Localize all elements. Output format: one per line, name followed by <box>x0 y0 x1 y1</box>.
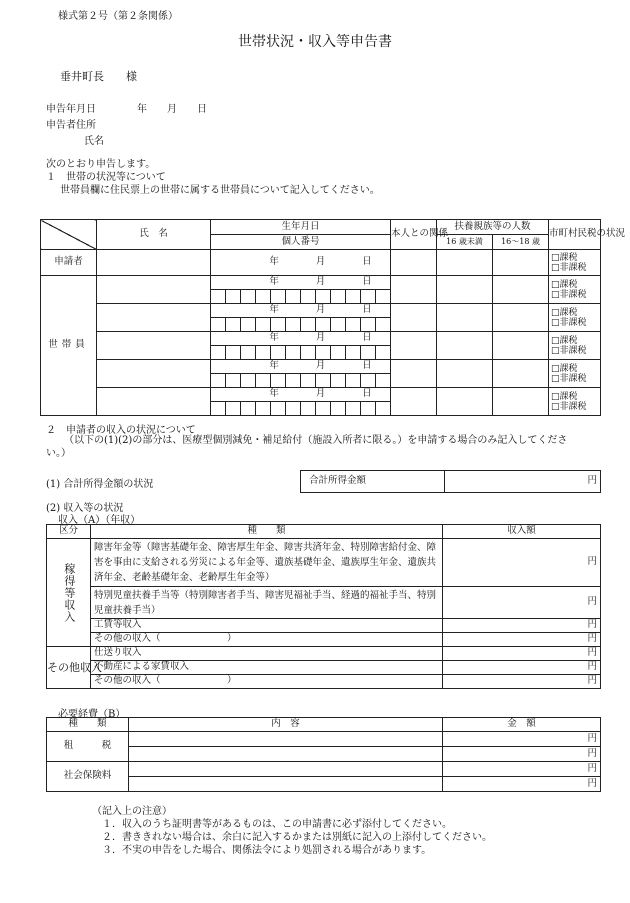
personal-no-digit[interactable] <box>256 402 271 416</box>
member-relation-cell[interactable] <box>391 304 437 332</box>
member-under16-cell[interactable] <box>437 332 493 360</box>
personal-no-digit[interactable] <box>331 318 346 332</box>
personal-no-digit[interactable] <box>361 402 376 416</box>
income-row-other2: その他の収入（ ） <box>91 675 443 689</box>
applicant-dob-cell[interactable] <box>211 250 391 276</box>
personal-no-digit[interactable] <box>376 374 391 388</box>
personal-no-digit[interactable] <box>271 346 286 360</box>
member-16to18-cell[interactable] <box>493 360 549 388</box>
member-relation-cell[interactable] <box>391 360 437 388</box>
income-row-wages: 工賃等収入 <box>91 619 443 633</box>
personal-no-digit[interactable] <box>211 402 226 416</box>
personal-no-digit[interactable] <box>301 290 316 304</box>
personal-no-digit[interactable] <box>301 318 316 332</box>
date-field[interactable]: 年 月 日 <box>137 104 207 115</box>
expense-amount-cell[interactable] <box>443 762 601 777</box>
col-16to18: 16～18 歳 <box>493 235 549 250</box>
member-16to18-cell[interactable] <box>493 388 549 416</box>
dob-year: 年 <box>269 360 279 372</box>
personal-no-digit[interactable] <box>361 346 376 360</box>
member-tax-cell[interactable] <box>549 388 601 416</box>
col-amount: 収入額 <box>443 525 601 539</box>
name-label: 氏名 <box>84 136 104 147</box>
applicant-label: 申請者 <box>41 250 97 276</box>
income-row-remittance: 仕送り収入 <box>91 647 443 661</box>
total-income-box-label: 合計所得金額 <box>301 471 445 493</box>
amount-cell[interactable] <box>443 675 601 689</box>
note-item-3: ３．不実の申告をした場合、関係法令により処罰される場合があります。 <box>102 845 432 856</box>
section2-note: （以下の(1)(2)の部分は、医療型個別減免・補足給付（施設入所者に限る。）を申請する場合のみ記入してください。） <box>46 435 568 459</box>
dob-day: 日 <box>362 276 372 288</box>
personal-no-digit[interactable] <box>331 290 346 304</box>
member-name-cell[interactable] <box>97 332 211 360</box>
dob-day: 日 <box>362 388 372 400</box>
unit-yen: 円 <box>587 661 597 673</box>
other-income-group: その他収入 <box>47 647 91 689</box>
personal-no-digit[interactable] <box>346 346 361 360</box>
col-type: 種 類 <box>91 525 443 539</box>
dob-day: 日 <box>362 332 372 344</box>
member-16to18-cell[interactable] <box>493 332 549 360</box>
dob-month: 月 <box>315 256 326 268</box>
member-tax-cell[interactable] <box>549 332 601 360</box>
member-dob-cell[interactable] <box>211 388 391 402</box>
member-16to18-cell[interactable] <box>493 304 549 332</box>
expense-content-cell[interactable] <box>129 732 443 747</box>
col-category: 区分 <box>47 525 91 539</box>
personal-no-digit[interactable] <box>271 290 286 304</box>
personal-no-digit[interactable] <box>286 346 301 360</box>
tax-option-taxed[interactable]: □課税 <box>551 252 578 263</box>
member-name-cell[interactable] <box>97 304 211 332</box>
personal-no-digit[interactable] <box>316 402 331 416</box>
dob-day: 日 <box>362 304 372 316</box>
unit-yen: 円 <box>587 596 597 608</box>
income-row-allowance: 特別児童扶養手当等（特別障害者手当、障害児福祉手当、経過的福祉手当、特別児童扶養手当） <box>91 587 443 619</box>
household-table <box>40 219 626 416</box>
addressee: 垂井町長 様 <box>60 70 137 83</box>
col-dependents: 扶養親族等の人数 <box>437 220 549 235</box>
tax-option-taxed[interactable]: □課税 <box>551 391 578 402</box>
personal-no-digit[interactable] <box>286 402 301 416</box>
personal-no-digit[interactable] <box>376 290 391 304</box>
personal-no-digit[interactable] <box>271 374 286 388</box>
tax-option-taxed[interactable]: □課税 <box>551 307 578 318</box>
expense-amount-cell[interactable] <box>443 732 601 747</box>
personal-no-digit[interactable] <box>211 346 226 360</box>
expense-content-cell[interactable] <box>129 762 443 777</box>
dob-day: 日 <box>362 360 372 372</box>
amount-cell[interactable] <box>443 661 601 675</box>
personal-no-digit[interactable] <box>301 346 316 360</box>
col-personal-no: 個人番号 <box>211 235 391 250</box>
personal-no-digit[interactable] <box>301 402 316 416</box>
expense-amount-cell[interactable] <box>443 747 601 762</box>
dob-year: 年 <box>269 304 279 316</box>
personal-no-digit[interactable] <box>226 346 241 360</box>
dob-month: 月 <box>315 360 326 372</box>
personal-no-digit[interactable] <box>286 290 301 304</box>
form-number: 様式第２号（第２条関係） <box>58 11 178 22</box>
personal-no-digit[interactable] <box>346 402 361 416</box>
personal-no-digit[interactable] <box>346 318 361 332</box>
applicant-tax-cell[interactable] <box>549 250 601 276</box>
col-expense-type: 種 類 <box>47 718 129 732</box>
note-item-1: １．収入のうち証明書等があるものは、この申請書に必ず添付してください。 <box>102 819 452 830</box>
personal-no-digit[interactable] <box>376 318 391 332</box>
date-label: 申告年月日 <box>46 104 96 115</box>
unit-yen: 円 <box>587 777 597 789</box>
note-item-2: ２．書ききれない場合は、余白に記入するかまたは別紙に記入の上添付してください。 <box>102 832 492 843</box>
personal-no-digit[interactable] <box>331 346 346 360</box>
member-relation-cell[interactable] <box>391 388 437 416</box>
personal-no-digit[interactable] <box>256 318 271 332</box>
applicant-name-cell[interactable] <box>97 250 211 276</box>
unit-yen: 円 <box>587 633 597 645</box>
personal-no-digit[interactable] <box>346 290 361 304</box>
applicant-16to18-cell[interactable] <box>493 250 549 276</box>
member-under16-cell[interactable] <box>437 304 493 332</box>
section1-note: 世帯員欄に住民票上の世帯に属する世帯員について記入してください。 <box>60 185 380 196</box>
total-income-label: (1) 合計所得金額の状況 <box>46 479 154 490</box>
earned-income-group <box>47 539 91 647</box>
personal-no-digit[interactable] <box>211 290 226 304</box>
unit-yen: 円 <box>587 619 597 631</box>
total-income-box <box>300 470 601 493</box>
page-title: 世帯状況・収入等申告書 <box>238 34 392 50</box>
personal-no-digit[interactable] <box>346 374 361 388</box>
personal-no-digit[interactable] <box>241 346 256 360</box>
personal-no-digit[interactable] <box>226 374 241 388</box>
personal-no-digit[interactable] <box>361 318 376 332</box>
applicant-under16-cell[interactable] <box>437 250 493 276</box>
member-16to18-cell[interactable] <box>493 276 549 304</box>
col-expense-content: 内 容 <box>129 718 443 732</box>
tax-option-untaxed[interactable]: □非課税 <box>551 345 587 356</box>
personal-no-digit[interactable] <box>316 290 331 304</box>
personal-no-digit[interactable] <box>271 318 286 332</box>
member-under16-cell[interactable] <box>437 388 493 416</box>
tax-option-taxed[interactable]: □課税 <box>551 279 578 290</box>
member-dob-cell[interactable] <box>211 360 391 374</box>
dob-month: 月 <box>315 276 326 288</box>
member-under16-cell[interactable] <box>437 276 493 304</box>
member-tax-cell[interactable] <box>549 360 601 388</box>
personal-no-digit[interactable] <box>226 402 241 416</box>
member-tax-cell[interactable] <box>549 276 601 304</box>
tax-option-untaxed[interactable]: □非課税 <box>551 401 587 412</box>
personal-no-digit[interactable] <box>376 346 391 360</box>
personal-no-digit[interactable] <box>256 374 271 388</box>
expense-content-cell[interactable] <box>129 747 443 762</box>
member-tax-cell[interactable] <box>549 304 601 332</box>
expenses-heading: 必要経費（B） <box>58 709 126 720</box>
dob-month: 月 <box>315 388 326 400</box>
dob-month: 月 <box>315 332 326 344</box>
unit-yen: 円 <box>587 762 597 774</box>
total-income-amount[interactable] <box>445 471 601 493</box>
member-name-cell[interactable] <box>97 388 211 416</box>
personal-no-digit[interactable] <box>331 374 346 388</box>
tax-option-untaxed[interactable]: □非課税 <box>551 289 587 300</box>
unit-yen: 円 <box>587 675 597 687</box>
applicant-relation-cell[interactable] <box>391 250 437 276</box>
amount-cell[interactable] <box>443 647 601 661</box>
personal-no-digit[interactable] <box>211 318 226 332</box>
address-label: 申告者住所 <box>46 120 96 131</box>
income-heading: (2) 収入等の状況 <box>46 503 124 514</box>
personal-no-digit[interactable] <box>361 290 376 304</box>
member-relation-cell[interactable] <box>391 332 437 360</box>
unit-yen: 円 <box>587 732 597 744</box>
personal-no-digit[interactable] <box>286 374 301 388</box>
dob-year: 年 <box>269 256 279 268</box>
personal-no-digit[interactable] <box>226 290 241 304</box>
unit-yen: 円 <box>587 556 597 568</box>
personal-no-digit[interactable] <box>226 318 241 332</box>
amount-cell[interactable] <box>443 539 601 587</box>
expense-insurance-label: 社会保険料 <box>47 762 129 792</box>
income-subheading: 収入（A）（年収） <box>58 515 141 526</box>
amount-cell[interactable] <box>443 619 601 633</box>
dob-day: 日 <box>362 256 372 268</box>
tax-option-untaxed[interactable]: □非課税 <box>551 262 587 273</box>
expenses-table <box>46 717 601 792</box>
member-dob-cell[interactable] <box>211 332 391 346</box>
dob-year: 年 <box>269 332 279 344</box>
personal-no-digit[interactable] <box>361 374 376 388</box>
personal-no-digit[interactable] <box>316 374 331 388</box>
col-expense-amount: 金 額 <box>443 718 601 732</box>
personal-no-digit[interactable] <box>241 318 256 332</box>
unit-yen: 円 <box>587 647 597 659</box>
expense-content-cell[interactable] <box>129 777 443 792</box>
member-name-cell[interactable] <box>97 276 211 304</box>
personal-no-digit[interactable] <box>331 402 346 416</box>
member-dob-cell[interactable] <box>211 304 391 318</box>
income-row-pension: 障害年金等（障害基礎年金、障害厚生年金、障害共済年金、特別障害給付金、障害を事由に支給される労災による年金等、遺族基礎年金、遺族厚生年金、遺族共済年金、老齢基礎年金、老齢厚生年金等） <box>91 539 443 587</box>
personal-no-digit[interactable] <box>256 346 271 360</box>
tax-option-untaxed[interactable]: □非課税 <box>551 373 587 384</box>
personal-no-digit[interactable] <box>316 346 331 360</box>
col-name: 氏 名 <box>97 220 211 250</box>
personal-no-digit[interactable] <box>241 402 256 416</box>
dob-month: 月 <box>315 304 326 316</box>
col-tax-status: 市町村民税の状況 <box>549 220 601 250</box>
personal-no-digit[interactable] <box>241 374 256 388</box>
tax-option-taxed[interactable]: □課税 <box>551 335 578 346</box>
personal-no-digit[interactable] <box>271 402 286 416</box>
member-name-cell[interactable] <box>97 360 211 388</box>
unit-yen: 円 <box>587 747 597 759</box>
corner-cell <box>41 220 97 250</box>
amount-cell[interactable] <box>443 633 601 647</box>
amount-cell[interactable] <box>443 587 601 619</box>
unit-yen: 円 <box>587 475 597 487</box>
dob-year: 年 <box>269 388 279 400</box>
dob-year: 年 <box>269 276 279 288</box>
section2-heading: ２ 申請者の収入の状況について <box>46 425 196 436</box>
tax-option-taxed[interactable]: □課税 <box>551 363 578 374</box>
income-row-rent: 不動産による家賃収入 <box>91 661 443 675</box>
member-relation-cell[interactable] <box>391 276 437 304</box>
personal-no-digit[interactable] <box>376 402 391 416</box>
col-under16: 16 歳未満 <box>437 235 493 250</box>
expense-tax-label: 租 税 <box>47 732 129 762</box>
intro-text: 次のとおり申告します。 <box>46 159 156 170</box>
personal-no-digit[interactable] <box>286 318 301 332</box>
col-relation: 本人との関係 <box>391 220 437 250</box>
personal-no-digit[interactable] <box>301 374 316 388</box>
notes-heading: （記入上の注意） <box>92 806 172 817</box>
member-dob-cell[interactable] <box>211 276 391 290</box>
income-table <box>46 524 601 689</box>
personal-no-digit[interactable] <box>256 290 271 304</box>
personal-no-digit[interactable] <box>211 374 226 388</box>
section1-heading: １ 世帯の状況等について <box>46 172 166 183</box>
tax-option-untaxed[interactable]: □非課税 <box>551 317 587 328</box>
personal-no-digit[interactable] <box>316 318 331 332</box>
expense-amount-cell[interactable] <box>443 777 601 792</box>
personal-no-digit[interactable] <box>241 290 256 304</box>
col-dob: 生年月日 <box>211 220 391 235</box>
member-label: 世帯員 <box>41 276 97 416</box>
income-row-other1: その他の収入（ ） <box>91 633 443 647</box>
member-under16-cell[interactable] <box>437 360 493 388</box>
earned-income-label: 稼得等収入 <box>62 562 76 623</box>
